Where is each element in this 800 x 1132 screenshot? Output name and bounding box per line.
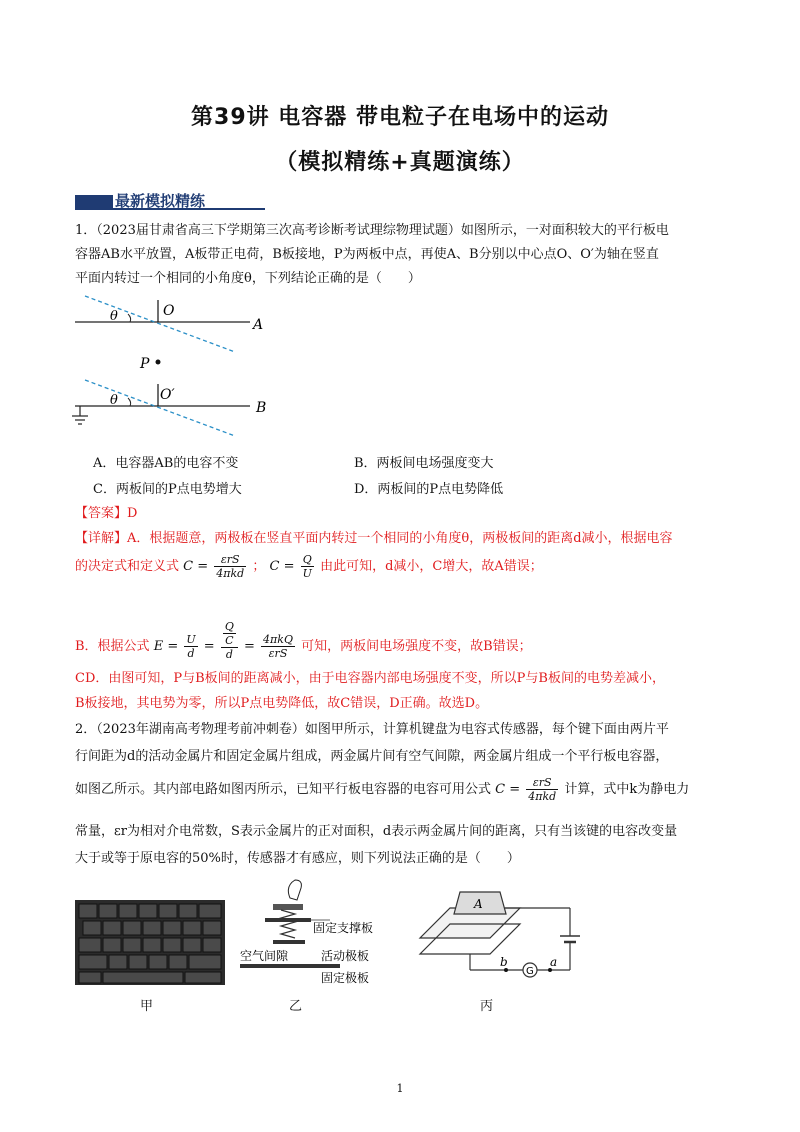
q1-detail-line2: 的决定式和定义式 C = $\frac{\text{εrS}}{\text{4πkd}}$ ； C = $\frac{Q}{U}$ 由此可知，d减小，C增大，故A错误； (75, 553, 543, 580)
label-support-plate: 固定支撑板 (313, 921, 374, 935)
q2-stem-line1: 2．（2023年湖南高考物理考前冲刺卷）如图甲所示，计算机键盘为电容式传感器，每个键下面由两片平 (75, 722, 669, 737)
caption-bing: 丙 (480, 999, 494, 1014)
fixed-plate (240, 964, 340, 968)
q1-option-c[interactable]: C．两板间的P点电势增大 (93, 482, 242, 497)
q2-stem-line4: 常量，εr为相对介电常数，S表示金属片的正对面积，d表示两金属片间的距离，只有当该键的电容改变量 (75, 824, 678, 839)
formula-definition (301, 553, 314, 580)
section-header (75, 193, 265, 211)
q1-stem-line3: 平面内转过一个相同的小角度θ，下列结论正确的是（ ） (75, 271, 421, 286)
formula-capacitance (214, 553, 246, 580)
formula-capacitance-num: εrS (214, 553, 246, 567)
q1-detail-line2-text: 的决定式和定义式 (75, 559, 180, 574)
formula-c2-left: C = (269, 559, 295, 574)
q1-capacitor-figure (70, 292, 290, 442)
formula-capacitance-den: 4πkd (216, 567, 245, 580)
p-point (156, 360, 161, 365)
label-a-key: A (474, 897, 483, 911)
q2-formula-den: 4πkd (528, 790, 557, 803)
moving-plate (273, 940, 305, 944)
q1-option-d[interactable]: D．两板间的P点电势降低 (354, 482, 504, 497)
formula-definition-den: U (302, 567, 312, 580)
label-fixed-plate: 固定极板 (321, 971, 370, 985)
q1-stem-line2: 容器AB水平放置，A板带正电荷，B板接地，P为两板中点，再使A、B分别以中心点O、O′为轴在竖直 (75, 247, 659, 262)
b-label: B (256, 400, 267, 416)
theta-label-a: θ (110, 309, 118, 324)
formula-e-ud-num: U (186, 633, 196, 646)
section-marker (75, 195, 113, 208)
caption-yi: 乙 (289, 999, 303, 1014)
q2-stem-line3 (75, 776, 689, 803)
formula-e-final-num: 4πkQ (263, 633, 293, 646)
p-label: P (140, 356, 150, 372)
page-number: 1 (396, 1082, 404, 1095)
o-prime-label: O′ (160, 387, 175, 403)
key-structure-figure (235, 878, 395, 988)
formula-e-ud (184, 633, 197, 660)
formula-e-qc-den: C (225, 634, 234, 647)
formula-e-final (261, 633, 295, 660)
label-air-gap: 空气间隙 (240, 949, 289, 963)
q2-formula-c-left: C = (495, 782, 521, 797)
q2-formula-capacitance (526, 776, 558, 803)
label-g: G (526, 966, 534, 977)
q1-stem-line1: 1．（2023届甘肃省高三下学期第三次高考诊断考试理综物理试题）如图所示，一对面积较大的平行板电 (75, 223, 669, 238)
finger-sketch (288, 880, 301, 900)
theta-label-b: θ (110, 393, 118, 408)
formula-e-qcd (221, 620, 238, 661)
formula-e-ud-den: d (187, 647, 195, 660)
formula-definition-num: Q (301, 553, 314, 567)
q1-detail-line2-tail: 由此可知，d减小，C增大，故A错误； (320, 559, 543, 574)
angle-arc-b (128, 398, 131, 406)
label-a: a (550, 955, 558, 969)
formula-e-qcd-num (221, 620, 238, 648)
q1-detail-line3-tail: 可知，两板间电场强度不变，故B错误； (301, 639, 532, 654)
q2-stem-line3-text: 如图乙所示。其内部电路如图丙所示，已知平行板电容器的电容可用公式 (75, 782, 492, 797)
angle-arc-a (128, 314, 131, 322)
q2-stem-line2: 行间距为d的活动金属片和固定金属片组成，两金属片间有空气间隙，两金属片组成一个平行板电容器， (75, 749, 669, 764)
q1-option-a[interactable]: A．电容器AB的电容不变 (93, 456, 239, 471)
circuit-figure (410, 878, 580, 990)
q1-detail-line3: B．根据公式 E = $\frac{U}{d}$ = $\frac{\frac{Q}{C}}{d}$ = $\frac{\text{4πkQ}}{\text{εrS}}$ 可知，两板间电场强度不变，故B错误； (75, 620, 532, 661)
formula-e-qc-num: Q (224, 620, 234, 633)
q2-stem-line3-tail: 计算，式中k为静电力 (564, 782, 690, 797)
formula-c-left: C = (183, 559, 209, 574)
caption-jia: 甲 (140, 999, 154, 1014)
plate-a-rotated (85, 296, 235, 352)
label-b: b (500, 955, 508, 969)
formula-e-left: E = (153, 639, 179, 654)
q2-formula-num: εrS (526, 776, 558, 790)
formula-e-qc (223, 620, 236, 647)
key-cap (273, 904, 303, 910)
spring (281, 910, 295, 938)
q1-detail-line3-text: B．根据公式 (75, 639, 150, 654)
q1-answer: 【答案】D (75, 506, 138, 521)
o-label: O (163, 303, 175, 319)
q1-detail-line1: 【详解】A．根据题意，两极板在竖直平面内转过一个相同的小角度θ，两极板间的距离d减小，根据电容 (75, 531, 673, 546)
q2-stem-line5: 大于或等于原电容的50%时，传感器才有感应，则下列说法正确的是（ ） (75, 851, 520, 866)
label-moving-plate: 活动极板 (321, 949, 370, 963)
page-subtitle: （模拟精练+真题演练） (275, 150, 525, 175)
formula-e-final-den: εrS (268, 647, 288, 660)
formula-e-qcd-den: d (225, 648, 233, 661)
q1-detail-line4: CD．由图可知，P与B板间的距离减小，由于电容器内部电场强度不变，所以P与B板间的电势差减小， (75, 671, 665, 686)
q1-detail-line5: B板接地，其电势为零，所以P点电势降低，故C错误，D正确。故选D。 (75, 696, 489, 711)
page-title: 第39讲 电容器 带电粒子在电场中的运动 (191, 105, 609, 130)
section-label: 最新模拟精练 (115, 192, 206, 210)
a-label: A (253, 317, 264, 333)
keyboard-photo (75, 900, 225, 985)
q1-option-b[interactable]: B．两板间电场强度变大 (354, 456, 494, 471)
